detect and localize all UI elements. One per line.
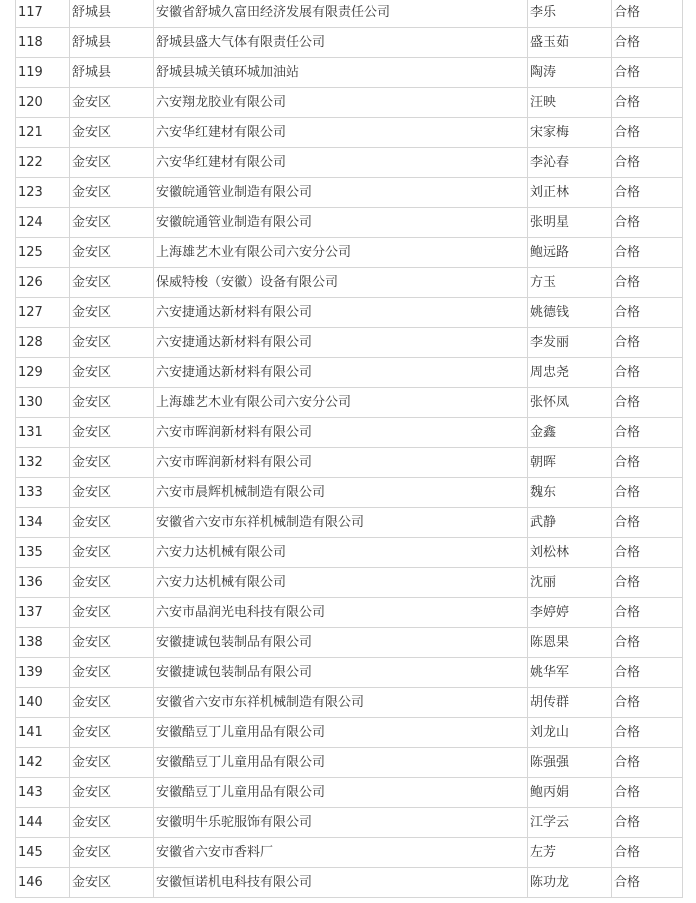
- company-name-cell: 安徽酷豆丁儿童用品有限公司: [154, 778, 528, 808]
- district-cell: 金安区: [70, 148, 154, 178]
- result-cell: 合格: [612, 688, 683, 718]
- result-cell: 合格: [612, 148, 683, 178]
- result-cell: 合格: [612, 508, 683, 538]
- row-number-cell: 137: [16, 598, 70, 628]
- table-row: [16, 598, 683, 628]
- district-cell: 金安区: [70, 838, 154, 868]
- table-row: [16, 418, 683, 448]
- result-cell: 合格: [612, 238, 683, 268]
- person-name-cell: 朝晖: [528, 448, 612, 478]
- company-name-cell: 安徽省六安市东祥机械制造有限公司: [154, 688, 528, 718]
- company-name-cell: 六安捷通达新材料有限公司: [154, 358, 528, 388]
- company-name-cell: 舒城县盛大气体有限责任公司: [154, 28, 528, 58]
- table-row: [16, 28, 683, 58]
- row-number-cell: 129: [16, 358, 70, 388]
- row-number-cell: 139: [16, 658, 70, 688]
- company-name-cell: 安徽省六安市香料厂: [154, 838, 528, 868]
- table-row: [16, 208, 683, 238]
- result-cell: 合格: [612, 448, 683, 478]
- person-name-cell: 汪映: [528, 88, 612, 118]
- table-row: [16, 628, 683, 658]
- row-number-cell: 145: [16, 838, 70, 868]
- company-name-cell: 六安市晨辉机械制造有限公司: [154, 478, 528, 508]
- district-cell: 金安区: [70, 388, 154, 418]
- row-number-cell: 123: [16, 178, 70, 208]
- district-cell: 金安区: [70, 178, 154, 208]
- person-name-cell: 鲍丙娟: [528, 778, 612, 808]
- company-name-cell: 安徽捷诚包装制品有限公司: [154, 628, 528, 658]
- result-cell: 合格: [612, 538, 683, 568]
- row-number-cell: 119: [16, 58, 70, 88]
- result-cell: 合格: [612, 718, 683, 748]
- district-cell: 金安区: [70, 358, 154, 388]
- row-number-cell: 135: [16, 538, 70, 568]
- person-name-cell: 陶涛: [528, 58, 612, 88]
- company-name-cell: 六安华红建材有限公司: [154, 148, 528, 178]
- table-row: [16, 328, 683, 358]
- company-name-cell: 安徽捷诚包装制品有限公司: [154, 658, 528, 688]
- result-cell: 合格: [612, 778, 683, 808]
- result-cell: 合格: [612, 598, 683, 628]
- row-number-cell: 128: [16, 328, 70, 358]
- person-name-cell: 刘正林: [528, 178, 612, 208]
- result-cell: 合格: [612, 268, 683, 298]
- district-cell: 金安区: [70, 598, 154, 628]
- table-row: [16, 778, 683, 808]
- row-number-cell: 131: [16, 418, 70, 448]
- company-name-cell: 保威特梭（安徽）设备有限公司: [154, 268, 528, 298]
- table-row: [16, 238, 683, 268]
- district-cell: 金安区: [70, 778, 154, 808]
- person-name-cell: 李乐: [528, 0, 612, 28]
- row-number-cell: 144: [16, 808, 70, 838]
- company-name-cell: 安徽皖通管业制造有限公司: [154, 178, 528, 208]
- table-row: [16, 0, 683, 28]
- table-row: [16, 388, 683, 418]
- company-name-cell: 六安力达机械有限公司: [154, 538, 528, 568]
- row-number-cell: 140: [16, 688, 70, 718]
- table-row: [16, 298, 683, 328]
- person-name-cell: 左芳: [528, 838, 612, 868]
- result-cell: 合格: [612, 838, 683, 868]
- row-number-cell: 132: [16, 448, 70, 478]
- result-cell: 合格: [612, 88, 683, 118]
- result-cell: 合格: [612, 358, 683, 388]
- person-name-cell: 魏东: [528, 478, 612, 508]
- company-name-cell: 六安捷通达新材料有限公司: [154, 298, 528, 328]
- company-name-cell: 上海雄艺木业有限公司六安分公司: [154, 238, 528, 268]
- person-name-cell: 盛玉茹: [528, 28, 612, 58]
- district-cell: 金安区: [70, 568, 154, 598]
- person-name-cell: 张怀凤: [528, 388, 612, 418]
- row-number-cell: 117: [16, 0, 70, 28]
- district-cell: 金安区: [70, 118, 154, 148]
- row-number-cell: 127: [16, 298, 70, 328]
- row-number-cell: 118: [16, 28, 70, 58]
- company-name-cell: 安徽明牛乐驼服饰有限公司: [154, 808, 528, 838]
- person-name-cell: 方玉: [528, 268, 612, 298]
- table-row: [16, 568, 683, 598]
- row-number-cell: 122: [16, 148, 70, 178]
- row-number-cell: 134: [16, 508, 70, 538]
- company-name-cell: 六安市晶润光电科技有限公司: [154, 598, 528, 628]
- person-name-cell: 李发丽: [528, 328, 612, 358]
- table-row: [16, 808, 683, 838]
- district-cell: 金安区: [70, 478, 154, 508]
- row-number-cell: 120: [16, 88, 70, 118]
- company-name-cell: 安徽恒诺机电科技有限公司: [154, 868, 528, 898]
- district-cell: 金安区: [70, 268, 154, 298]
- company-name-cell: 六安翔龙胶业有限公司: [154, 88, 528, 118]
- person-name-cell: 陈功龙: [528, 868, 612, 898]
- company-name-cell: 六安市晖润新材料有限公司: [154, 418, 528, 448]
- table-row: [16, 358, 683, 388]
- results-table: [15, 0, 683, 898]
- district-cell: 金安区: [70, 208, 154, 238]
- company-name-cell: 安徽皖通管业制造有限公司: [154, 208, 528, 238]
- district-cell: 金安区: [70, 328, 154, 358]
- district-cell: 金安区: [70, 868, 154, 898]
- result-cell: 合格: [612, 298, 683, 328]
- row-number-cell: 146: [16, 868, 70, 898]
- result-cell: 合格: [612, 868, 683, 898]
- district-cell: 金安区: [70, 658, 154, 688]
- person-name-cell: 武静: [528, 508, 612, 538]
- table-row: [16, 868, 683, 898]
- district-cell: 金安区: [70, 298, 154, 328]
- company-name-cell: 安徽酷豆丁儿童用品有限公司: [154, 718, 528, 748]
- table-row: [16, 658, 683, 688]
- table-row: [16, 58, 683, 88]
- district-cell: 金安区: [70, 538, 154, 568]
- table-row: [16, 268, 683, 298]
- person-name-cell: 张明星: [528, 208, 612, 238]
- person-name-cell: 姚德钱: [528, 298, 612, 328]
- row-number-cell: 125: [16, 238, 70, 268]
- result-cell: 合格: [612, 178, 683, 208]
- row-number-cell: 136: [16, 568, 70, 598]
- result-cell: 合格: [612, 568, 683, 598]
- person-name-cell: 胡传群: [528, 688, 612, 718]
- table-row: [16, 508, 683, 538]
- person-name-cell: 刘松林: [528, 538, 612, 568]
- row-number-cell: 141: [16, 718, 70, 748]
- table-row: [16, 538, 683, 568]
- table-row: [16, 148, 683, 178]
- person-name-cell: 江学云: [528, 808, 612, 838]
- result-cell: 合格: [612, 58, 683, 88]
- company-name-cell: 六安华红建材有限公司: [154, 118, 528, 148]
- result-cell: 合格: [612, 418, 683, 448]
- row-number-cell: 138: [16, 628, 70, 658]
- result-cell: 合格: [612, 28, 683, 58]
- table-row: [16, 838, 683, 868]
- person-name-cell: 鲍远路: [528, 238, 612, 268]
- company-name-cell: 上海雄艺木业有限公司六安分公司: [154, 388, 528, 418]
- district-cell: 金安区: [70, 808, 154, 838]
- person-name-cell: 刘龙山: [528, 718, 612, 748]
- district-cell: 金安区: [70, 748, 154, 778]
- district-cell: 金安区: [70, 448, 154, 478]
- person-name-cell: 李婷婷: [528, 598, 612, 628]
- company-name-cell: 安徽酷豆丁儿童用品有限公司: [154, 748, 528, 778]
- district-cell: 舒城县: [70, 0, 154, 28]
- result-cell: 合格: [612, 748, 683, 778]
- result-cell: 合格: [612, 388, 683, 418]
- person-name-cell: 姚华军: [528, 658, 612, 688]
- person-name-cell: 周忠尧: [528, 358, 612, 388]
- row-number-cell: 126: [16, 268, 70, 298]
- company-name-cell: 安徽省舒城久富田经济发展有限责任公司: [154, 0, 528, 28]
- table-body: [16, 0, 683, 898]
- result-cell: 合格: [612, 628, 683, 658]
- district-cell: 金安区: [70, 508, 154, 538]
- company-name-cell: 安徽省六安市东祥机械制造有限公司: [154, 508, 528, 538]
- result-cell: 合格: [612, 0, 683, 28]
- table-row: [16, 688, 683, 718]
- company-name-cell: 舒城县城关镇环城加油站: [154, 58, 528, 88]
- row-number-cell: 133: [16, 478, 70, 508]
- result-cell: 合格: [612, 808, 683, 838]
- row-number-cell: 130: [16, 388, 70, 418]
- company-name-cell: 六安捷通达新材料有限公司: [154, 328, 528, 358]
- table-row: [16, 448, 683, 478]
- result-cell: 合格: [612, 118, 683, 148]
- district-cell: 金安区: [70, 88, 154, 118]
- result-cell: 合格: [612, 328, 683, 358]
- district-cell: 金安区: [70, 238, 154, 268]
- table-row: [16, 178, 683, 208]
- table-row: [16, 88, 683, 118]
- table-row: [16, 118, 683, 148]
- person-name-cell: 陈强强: [528, 748, 612, 778]
- district-cell: 金安区: [70, 688, 154, 718]
- district-cell: 金安区: [70, 718, 154, 748]
- result-cell: 合格: [612, 478, 683, 508]
- person-name-cell: 沈丽: [528, 568, 612, 598]
- row-number-cell: 143: [16, 778, 70, 808]
- district-cell: 舒城县: [70, 58, 154, 88]
- result-cell: 合格: [612, 208, 683, 238]
- person-name-cell: 宋家梅: [528, 118, 612, 148]
- table-row: [16, 748, 683, 778]
- row-number-cell: 124: [16, 208, 70, 238]
- company-name-cell: 六安市晖润新材料有限公司: [154, 448, 528, 478]
- person-name-cell: 李沁春: [528, 148, 612, 178]
- company-name-cell: 六安力达机械有限公司: [154, 568, 528, 598]
- district-cell: 金安区: [70, 628, 154, 658]
- table-row: [16, 718, 683, 748]
- row-number-cell: 142: [16, 748, 70, 778]
- district-cell: 金安区: [70, 418, 154, 448]
- district-cell: 舒城县: [70, 28, 154, 58]
- person-name-cell: 金鑫: [528, 418, 612, 448]
- row-number-cell: 121: [16, 118, 70, 148]
- person-name-cell: 陈恩果: [528, 628, 612, 658]
- result-cell: 合格: [612, 658, 683, 688]
- table-row: [16, 478, 683, 508]
